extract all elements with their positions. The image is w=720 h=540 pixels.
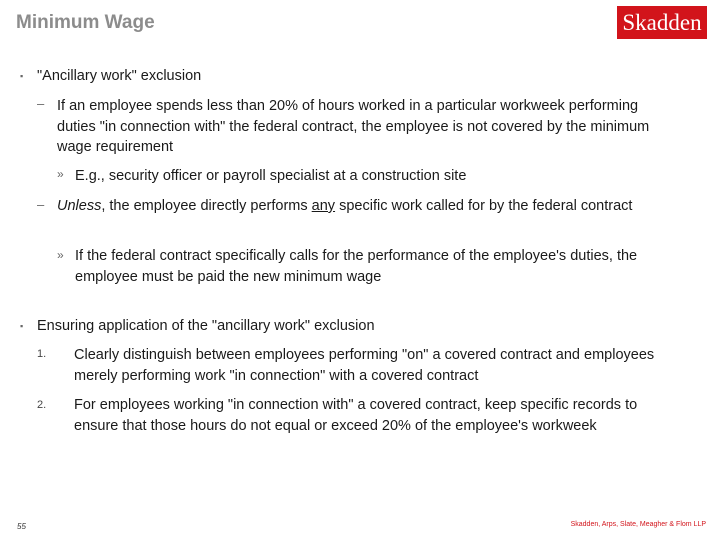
page-number: 55 [17, 522, 26, 531]
bullet-ensuring-text: Ensuring application of the "ancillary work" exclusion [37, 318, 375, 334]
bullet-ancillary-heading [37, 66, 677, 87]
sub-bullet-20-percent-text: If an employee spends less than 20% of hours worked in a particular workweek performing duties "in connection with" the federal contract, the employee is not covered by the minimum wage requirement [57, 98, 650, 155]
numbered-item-1-text: Clearly distinguish between employees performing "on" a covered contract and employees merely performing work "in connection" with a covered contract [74, 347, 655, 384]
federal-contract-bullet [75, 246, 675, 287]
bullet-ancillary-text: "Ancillary work" exclusion [37, 68, 202, 84]
numbered-item-2-text: For employees working "in connection with" a covered contract, keep specific records to ensure that those hours do not equal or exceed 20% of the employee's workweek [74, 397, 638, 434]
federal-contract-bullet-text: If the federal contract specifically calls for the performance of the employee's duties, the employee must be paid the new minimum wage [75, 248, 638, 285]
square-bullet-icon: ▪ [20, 321, 24, 331]
square-bullet-icon: ▪ [20, 71, 24, 81]
list-number: 2. [37, 399, 47, 411]
skadden-logo: Skadden [617, 6, 707, 39]
example-bullet [75, 166, 675, 187]
sub-bullet-unless [57, 196, 672, 217]
dash-bullet-icon: – [37, 197, 45, 212]
unless-text-part-b: specific work called for by the federal contract [335, 198, 633, 214]
example-bullet-text: E.g., security officer or payroll specialist at a construction site [75, 168, 467, 184]
numbered-item-1 [74, 345, 679, 386]
numbered-item-2 [74, 395, 679, 436]
list-number: 1. [37, 348, 47, 360]
footer-firm-name: Skadden, Arps, Slate, Meagher & Flom LLP [570, 521, 706, 528]
any-underlined-text: any [311, 198, 336, 214]
chevron-bullet-icon: » [57, 167, 64, 181]
sub-bullet-20-percent [57, 96, 672, 158]
page-title: Minimum Wage [16, 12, 155, 33]
unless-italic-text: Unless [57, 198, 102, 214]
bullet-ensuring-heading [37, 316, 677, 337]
chevron-bullet-icon: » [57, 248, 64, 262]
dash-bullet-icon: – [37, 96, 45, 111]
unless-text-part-a: , the employee directly performs [101, 198, 312, 214]
